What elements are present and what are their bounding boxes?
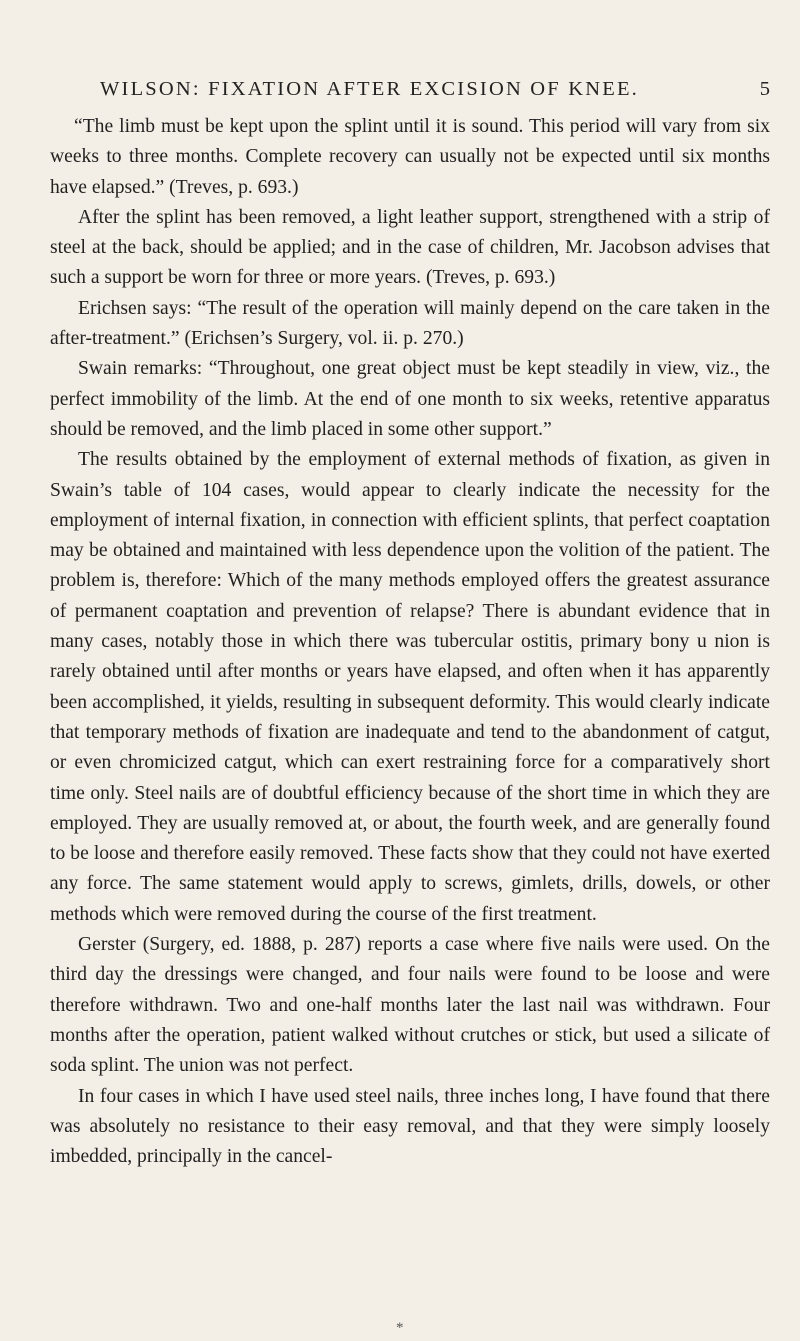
paragraph-swain: Swain remarks: “Throughout, one great object must be kept steadily in view, viz., the perfect immobility of the limb. At the end of one month to six weeks, retentive apparatus should be removed, and the limb placed in some other support.” [50, 358, 770, 440]
paragraph-leather-support: After the splint has been removed, a light leather support, strengthened with a strip of steel at the back, should be applied; and in the case of children, Mr. Jacobson advises that such a support be worn for three or more years. (Treves, p. 693.) [50, 206, 770, 289]
page-number: 5 [759, 78, 770, 100]
paragraph-gerster: Gerster (Surgery, ed. 1888, p. 287) reports a case where five nails were used. On the third day the dressings were changed, and four nails were found to be loose and were therefore withdrawn. Two and one-half months later the last nail was withdrawn. Four months after the operation, patient walked without crutches or stick, but used a silicate of soda splint. The union was not perfect. [50, 934, 770, 1077]
running-title: WILSON: FIXATION AFTER EXCISION OF KNEE. [100, 78, 639, 100]
signature-mark: * [396, 1320, 404, 1336]
paragraph-external-methods: The results obtained by the employment of external methods of fixation, as given in Swain’s table of 104 cases, would appear to clearly indicate the necessity for the employment of internal fixation, in connection with efficient splints, that perfect coaptation may be obtained and maintained with less dependence upon the volition of the patient. The problem is, therefore: Which of the many methods employed offers the greatest assurance of permanent coaptation and prevention of relapse? There is abundant evidence that in many cases, notably those in which there was tubercular ostitis, primary bony u nion is rarely obtained until after months or years have elapsed, and often when it has apparently been accomplished, it yields, resulting in subsequent deformity. This would clearly indicate that temporary methods of fixation are inadequate and tend to the abandonment of catgut, or even chromicized catgut, which can exert restraining force for a comparatively short time only. Steel nails are of doubtful efficiency because of the short time in which they are employed. They are usually removed at, or about, the fourth week, and are generally found to be loose and therefore easily removed. These facts show that they could not have exerted any force. The same statement would apply to screws, gimlets, drills, dowels, or other methods which were removed during the course of the first treatment. [50, 449, 770, 925]
paragraph-erichsen: Erichsen says: “The result of the operation will mainly depend on the care taken in the after-treatment.” (Erichsen’s Surgery, vol. ii. p. 270.) [50, 297, 770, 350]
body-text [50, 112, 770, 1172]
running-head [100, 78, 770, 102]
paragraph-treves-quote: “The limb must be kept upon the splint until it is sound. This period will vary from six weeks to three months. Complete recovery can usually not be expected until six months have elapsed.” (Treves, p. 693.) [50, 116, 770, 198]
paragraph-steel-nails: In four cases in which I have used steel nails, three inches long, I have found that there was absolutely no resistance to their easy removal, and that they were simply loosely imbedded, principally in the cancel- [50, 1085, 770, 1168]
